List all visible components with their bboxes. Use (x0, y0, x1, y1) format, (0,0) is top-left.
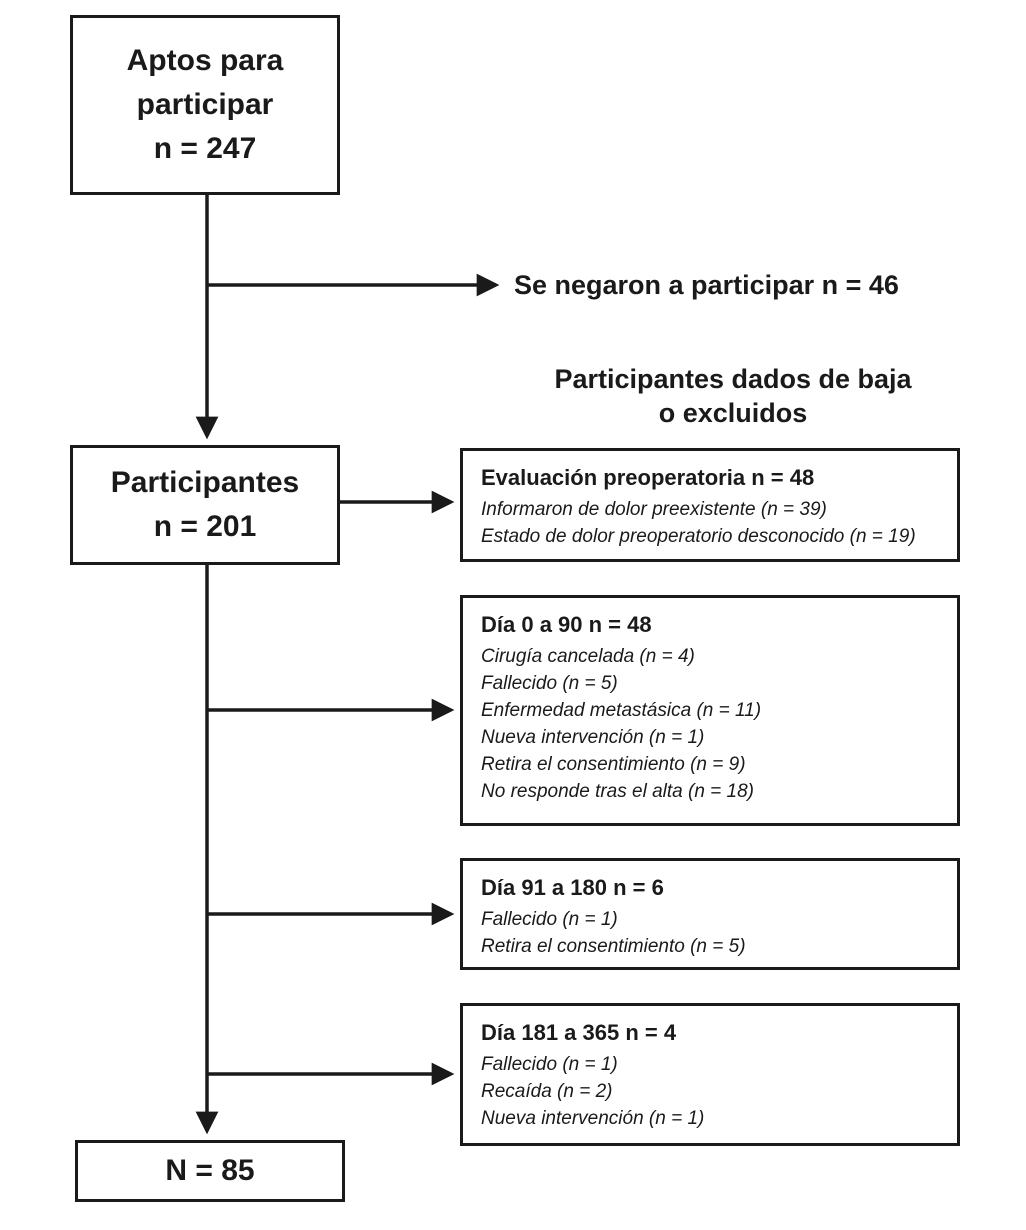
exclusions-heading-line2: o excluidos (658, 398, 808, 428)
exclusion-title: Día 181 a 365 n = 4 (481, 1020, 677, 1045)
participants-count: n = 201 (153, 510, 257, 543)
exclusion-box-day181-365 (460, 1003, 960, 1146)
exclusion-item: Retira el consentimiento (n = 9) (481, 754, 746, 775)
exclusion-box-day0-90 (460, 595, 960, 826)
exclusion-item: Fallecido (n = 1) (481, 1054, 618, 1075)
exclusion-item: Retira el consentimiento (n = 5) (481, 936, 746, 957)
exclusion-item: Fallecido (n = 1) (481, 909, 618, 930)
exclusion-item: No responde tras el alta (n = 18) (481, 781, 755, 802)
participants-line1: Participantes (110, 466, 300, 499)
eligible-box (70, 15, 340, 195)
exclusion-box-preoperative (460, 448, 960, 562)
exclusion-item: Enfermedad metastásica (n = 11) (481, 700, 762, 721)
exclusion-item: Estado de dolor preoperatorio desconocido (n = 19) (481, 526, 916, 547)
eligible-count: n = 247 (153, 132, 257, 165)
exclusion-title: Evaluación preoperatoria n = 48 (481, 465, 815, 490)
final-count: N = 85 (165, 1154, 255, 1187)
exclusions-heading (460, 362, 1006, 430)
exclusion-title: Día 0 a 90 n = 48 (481, 612, 652, 637)
exclusion-title: Día 91 a 180 n = 6 (481, 875, 664, 900)
exclusion-item: Fallecido (n = 5) (481, 673, 618, 694)
exclusion-item: Recaída (n = 2) (481, 1081, 613, 1102)
final-box (75, 1140, 345, 1202)
participants-box (70, 445, 340, 565)
eligible-line1: Aptos para (126, 44, 284, 77)
refused-label: Se negaron a participar n = 46 (514, 270, 899, 300)
exclusions-heading-line1: Participantes dados de baja (554, 364, 912, 394)
eligible-line2: participar (136, 88, 274, 121)
exclusion-box-day91-180 (460, 858, 960, 970)
exclusion-item: Informaron de dolor preexistente (n = 39) (481, 499, 827, 520)
exclusion-item: Nueva intervención (n = 1) (481, 727, 705, 748)
exclusion-item: Cirugía cancelada (n = 4) (481, 646, 695, 667)
exclusion-item: Nueva intervención (n = 1) (481, 1108, 705, 1129)
